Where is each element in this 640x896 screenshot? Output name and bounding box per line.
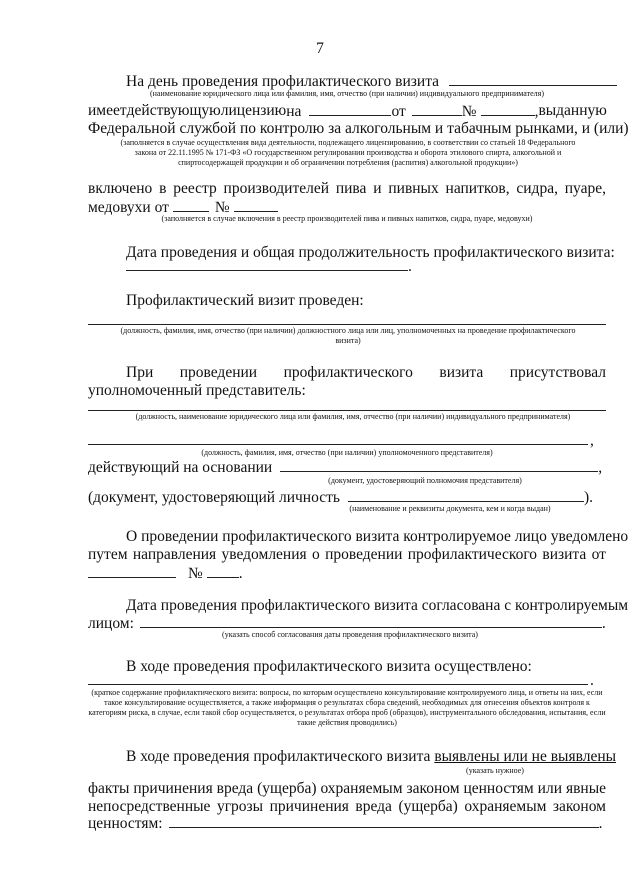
notification-word: профилактического (407, 546, 538, 563)
representative-name-note: (должность, фамилия, имя, отчество (при наличии) уполномоченного представителя) (201, 448, 493, 457)
findings-note: (указать нужное) (466, 766, 524, 775)
license-date-field[interactable] (412, 102, 462, 116)
notification-word: направления (132, 546, 217, 563)
representative-word: проведении (179, 364, 258, 381)
acting-note: (документ, удостоверяющий полномочия представителя) (328, 476, 522, 485)
conducted-label: Профилактический визит проведен: (126, 292, 364, 309)
notification-word: о (311, 546, 320, 563)
representative-label: уполномоченный представитель: (88, 382, 306, 399)
visit-day-note: (наименование юридического лица или фамилия, имя, отчество (при наличии) индивидуального предпринимателя) (149, 89, 545, 98)
license-type-field[interactable] (309, 102, 391, 116)
registry-date-field[interactable] (173, 198, 209, 212)
license-line: имеет действующую лицензию на от № , выданную (88, 102, 607, 120)
representative-word: визита (439, 364, 484, 381)
id-doc-field[interactable] (348, 488, 584, 502)
notification-word: путем (88, 546, 128, 563)
license-word: выданную (538, 102, 607, 119)
license-number-label: № (461, 103, 477, 120)
registry-number-field[interactable] (234, 198, 278, 212)
notification-line-2 (88, 546, 606, 564)
findings-line-4: ценностям: . (88, 815, 603, 832)
visit-day-field[interactable] (449, 72, 617, 86)
representative-name-field[interactable] (88, 444, 588, 445)
notification-number-label: № (188, 565, 203, 582)
representative-line (126, 364, 606, 382)
acting-basis-field[interactable] (280, 458, 598, 472)
findings-label: ценностям: (88, 815, 163, 832)
date-duration-line: . (126, 257, 412, 276)
license-word: имеет (88, 102, 127, 119)
performed-note: (краткое содержание профилактического визита: вопросы, по которым осуществлено консультирование контролируемого лица, и ответы на них, если такое консультирование осуществляется, а также информация о результатах сбора сведений, необходимых для отнесения объектов контроля к категориям риска, в случае, если такой сбор осуществляется, о результатах отбора проб (образцов), инструментального обследования, испытания, если такие действия проводились) (88, 688, 606, 727)
date-duration-label: Дата проведения и общая продолжительность профилактического визита: (126, 244, 615, 261)
registry-date-label: медовухи от (88, 199, 169, 216)
date-duration-field[interactable] (126, 257, 408, 271)
id-doc-label: (документ, удостоверяющий личность (88, 489, 340, 506)
notification-line-3: № . (88, 564, 243, 583)
performed-field[interactable] (88, 684, 588, 685)
license-word: на (286, 103, 302, 120)
representative-comma: , (590, 432, 594, 449)
agreed-line: Дата проведения профилактического визита согласована с контролируемым (126, 597, 629, 614)
agreed-method-field[interactable] (140, 614, 602, 628)
license-word: действующую (126, 102, 221, 119)
findings-prefix: В ходе проведения профилактического визита (126, 748, 431, 765)
notification-word: проведении (325, 546, 403, 563)
representative-org-note: (должность, наименование юридического лица или фамилия, имя, отчество (при наличии) индивидуального предпринимателя) (135, 412, 571, 421)
acting-label: действующий на основании (88, 459, 273, 476)
agreed-label: лицом: (88, 615, 134, 632)
representative-org-field[interactable] (88, 410, 606, 411)
agreed-line-2: лицом: . (88, 615, 606, 632)
findings-choice: выявлены или не выявлены (434, 748, 617, 765)
id-doc-note: (наименование и реквизиты документа, кем и когда выдан) (349, 504, 551, 513)
notification-word: визита (542, 546, 587, 563)
performed-label: В ходе проведения профилактического визита осуществлено: (126, 658, 532, 675)
visit-day-label: На день проведения профилактического визита (126, 73, 440, 90)
license-issuer: Федеральной службой по контролю за алкогольным и табачным рынками, и (или) (88, 120, 629, 137)
findings-line-3: непосредственные угрозы причинения вреда (ущерба) охраняемым законом (88, 798, 606, 815)
acting-line: действующий на основании , (88, 459, 603, 476)
notification-word: уведомления (221, 546, 307, 563)
performed-dot: . (590, 672, 594, 689)
findings-line (126, 748, 616, 766)
findings-field[interactable] (169, 814, 599, 828)
notification-date-field[interactable] (88, 564, 176, 578)
license-from-label: от (391, 103, 406, 120)
agreed-note: (указать способ согласования даты проведения профилактического визита) (222, 630, 478, 639)
license-note: (заполняется в случае осуществления вида деятельности, подлежащего лицензированию, в соответствии со статьей 18 Федерального закона от 22.11.1995 № 171-ФЗ «О государственном регулировании производства и оборота этилового спирта, алкогольной и спиртосодержащей продукции и об ограничении потребления (распития) алкогольной продукции») (120, 138, 576, 167)
notification-word: от (591, 546, 606, 563)
representative-word: присутствовал (509, 364, 606, 381)
license-number-field[interactable] (481, 102, 535, 116)
findings-line-2: факты причинения вреда (ущерба) охраняемым законом ценностям или явные (88, 780, 606, 797)
representative-word: профилактического (283, 364, 413, 381)
license-word: лицензию (220, 102, 287, 119)
notification-line: О проведении профилактического визита контролируемое лицо уведомлено (126, 528, 629, 545)
conducted-field[interactable] (88, 324, 606, 325)
representative-word: При (126, 364, 154, 381)
notification-number-field[interactable] (207, 564, 239, 578)
registry-note: (заполняется в случае включения в реестр производителей пива и пивных напитков, сидра, пуаре, медовухи) (161, 214, 533, 223)
registry-number-label: № (214, 199, 230, 216)
page-number: 7 (316, 40, 324, 57)
registry-line: включено в реестр производителей пива и пивных напитков, сидра, пуаре, (88, 180, 606, 197)
id-doc-line: (документ, удостоверяющий личность ). (88, 489, 593, 506)
conducted-note: (должность, фамилия, имя, отчество (при наличии) должностного лица или лиц, уполномоченных на проведение профилактического визита) (120, 326, 576, 345)
